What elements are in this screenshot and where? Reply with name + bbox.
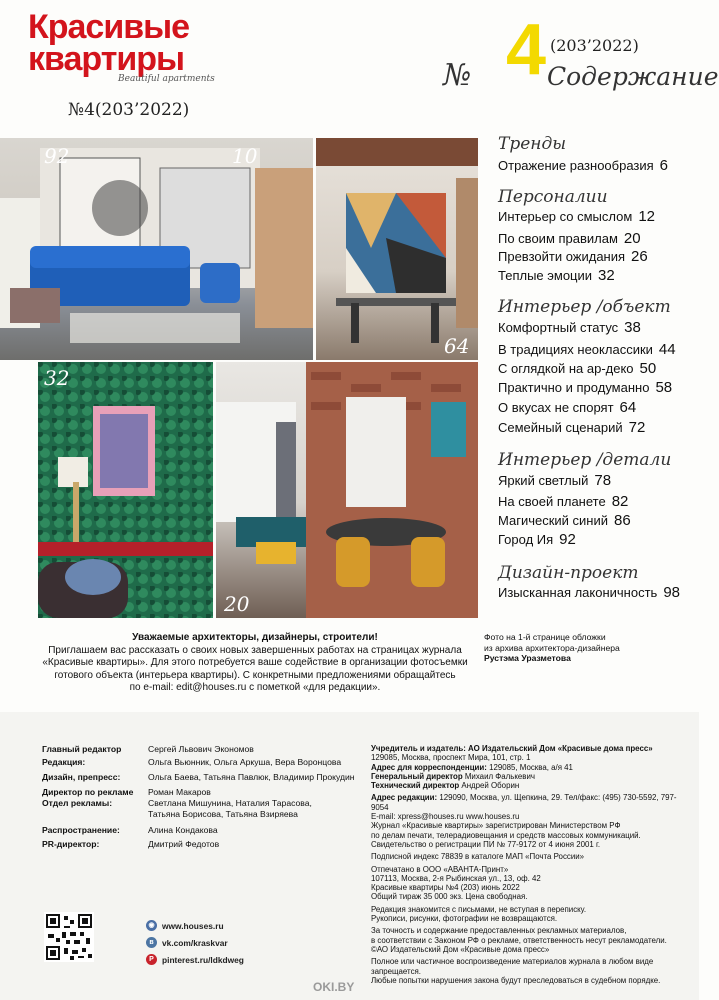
cover-credit-line: из архива архитектора-дизайнера [484, 642, 620, 653]
toc-item-title: Комфортный статус [498, 320, 619, 335]
staff-label: Директор по рекламе [42, 787, 134, 797]
publisher-line: Адрес редакции: 129090, Москва, ул. Щепкина, 29. Тел/факс: (495) 730-5592, 797-9054 [371, 793, 677, 812]
staff-label: Дизайн, препресс: [42, 772, 121, 782]
photo-dining-room [316, 138, 478, 360]
social-link-label: www.houses.ru [162, 920, 224, 931]
toc-item-page: 58 [655, 379, 673, 396]
toc-item-title: Интерьер со смыслом [498, 209, 633, 224]
appeal-text: готового объекта (интерьера квартиры). С конкретными предложениями обращайтесь [54, 669, 456, 681]
toc-item[interactable] [498, 531, 576, 548]
toc-section-title: Персоналии [498, 187, 608, 207]
toc-item-page: 20 [623, 230, 641, 247]
staff-value: Светлана Мишунина, Наталия Тарасова, [148, 798, 312, 808]
toc-item[interactable] [498, 248, 648, 265]
toc-section-title: Интерьер /детали [498, 450, 672, 470]
qr-code-icon[interactable] [44, 912, 94, 962]
dining-room-illustration [316, 138, 478, 360]
staff-value: Ольга Вьюнник, Ольга Аркуша, Вера Воронцова [148, 757, 342, 767]
toc-item[interactable] [498, 341, 676, 358]
toc-item-page: 6 [659, 157, 669, 174]
social-link-website[interactable] [146, 920, 224, 931]
publisher-line: ©АО Издательский Дом «Красивые дома пресс» [371, 944, 550, 954]
publisher-line: Генеральный директор Михаил Фалькевич [371, 771, 536, 781]
issue-number: №4(203’2022) [68, 100, 190, 120]
toc-item[interactable] [498, 230, 641, 247]
toc-section-title: Тренды [498, 134, 567, 154]
publisher-line: Адрес для корреспонденции: 129085, Москва, а/я 41 [371, 762, 573, 772]
photo-living-room [0, 138, 313, 360]
toc-item[interactable] [498, 379, 672, 396]
toc-section-title: Дизайн-проект [498, 563, 639, 583]
toc-item-title: О вкусах не спорят [498, 400, 614, 415]
publisher-line: Полное или частичное воспроизведение материалов журнала в любом виде запрещается. [371, 957, 654, 976]
publisher-info [371, 744, 691, 985]
toc-item-page: 86 [614, 512, 631, 529]
staff-value: Ольга Баева, Татьяна Павлюк, Владимир Прокудин [148, 772, 355, 782]
social-link-vk[interactable] [146, 937, 228, 948]
cover-credit-author: Рустэма Уразметова [484, 653, 571, 663]
toc-item-page: 78 [594, 472, 612, 489]
toc-item-title: По своим правилам [498, 231, 618, 246]
toc-item[interactable] [498, 208, 655, 225]
toc-item-title: С оглядкой на ар-деко [498, 361, 634, 376]
publisher-line: Редакция знакомится с письмами, не вступая в переписку. [371, 904, 587, 914]
toc-item-page: 12 [638, 208, 655, 225]
toc-item[interactable] [498, 584, 680, 601]
toc-item-title: Яркий светлый [498, 473, 589, 488]
toc-item-title: На своей планете [498, 494, 606, 509]
toc-item[interactable] [498, 399, 636, 416]
logo-line-1: Красивые [28, 8, 190, 46]
toc-item[interactable] [498, 512, 631, 529]
green-wall-illustration [38, 362, 213, 618]
publisher-line: За точность и содержание предоставленных рекламных материалов, [371, 926, 627, 936]
toc-section-title: Интерьер /объект [498, 297, 671, 317]
social-link-pinterest[interactable] [146, 954, 244, 965]
toc-item-page: 38 [624, 319, 641, 336]
toc-item-title: Изысканная лаконичность [498, 585, 658, 600]
toc-item[interactable] [498, 419, 645, 436]
publisher-line: 107113, Москва, 2-я Рыбинская ул., 13, оф. 42 [371, 873, 541, 883]
staff-value: Татьяна Борисова, Татьяна Взиряева [148, 809, 298, 819]
publisher-line: в соответствии с Законом РФ о рекламе, ответственность несут рекламодатели. [371, 935, 667, 945]
staff-value: Роман Макаров [148, 787, 211, 797]
staff-label: Главный редактор [42, 744, 122, 754]
appeal-block [30, 632, 480, 695]
toc-item-title: Семейный сценарий [498, 420, 623, 435]
living-room-illustration [0, 138, 313, 360]
appeal-text: Приглашаем вас рассказать о своих новых завершенных работах на страницах журнала [48, 644, 462, 656]
toc-item-title: Город Ия [498, 532, 554, 547]
publisher-line: Общий тираж 35 000 экз. Цена свободная. [371, 892, 528, 902]
logo-subtitle: Beautiful apartments [118, 74, 215, 84]
toc-item-title: Теплые эмоции [498, 268, 593, 283]
staff-value: Сергей Львович Экономов [148, 744, 254, 754]
publisher-line: Красивые квартиры №4 (203) июнь 2022 [371, 883, 520, 893]
toc-item[interactable] [498, 267, 615, 284]
publisher-line: E-mail: xpress@houses.ru www.houses.ru [371, 812, 520, 822]
issue-big-number: 4 [506, 10, 547, 90]
appeal-text: по e-mail: edit@houses.ru с пометкой «для редакции». [129, 682, 381, 694]
toc-item-page: 44 [658, 341, 676, 358]
photo-page-number: 32 [44, 366, 70, 390]
toc-item-title: В традициях неоклассики [498, 342, 653, 357]
appeal-heading: Уважаемые архитекторы, дизайнеры, строители! [132, 632, 378, 643]
appeal-text: «Красивые квартиры». Для этого потребуется ваше содействие в организации фотосъемки [42, 657, 468, 669]
toc-item-page: 64 [619, 399, 637, 416]
staff-label: Отдел рекламы: [42, 798, 113, 808]
social-link-label: pinterest.ru/ldkdweg [162, 954, 244, 965]
contents-title: Содержание [547, 62, 719, 91]
publisher-line: Рукописи, рисунки, фотографии не возвращаются. [371, 914, 558, 924]
photo-page-number: 20 [224, 592, 250, 616]
toc-item-page: 82 [611, 493, 629, 510]
staff-value: Дмитрий Федотов [148, 839, 220, 849]
toc-item[interactable] [498, 493, 628, 510]
publisher-line: Учредитель и издатель: АО Издательский Дом «Красивые дома пресс» [371, 744, 653, 753]
issue-year: (203’2022) [550, 36, 639, 55]
publisher-line: Журнал «Красивые квартиры» зарегистрирован Министерством РФ [371, 821, 621, 831]
pinterest-icon: P [146, 954, 157, 965]
toc-item-title: Отражение разнообразия [498, 158, 654, 173]
publisher-line: по делам печати, телерадиовещания и средств массовых коммуникаций. [371, 830, 641, 840]
open-space-illustration [216, 362, 478, 618]
cover-photo-credit [484, 632, 620, 664]
toc-item-page: 50 [639, 360, 657, 377]
toc-item-title: Магический синий [498, 513, 608, 528]
photo-open-space [216, 362, 478, 618]
toc-item-title: Превзойти ожидания [498, 249, 626, 264]
publisher-line: 129085, Москва, проспект Мира, 101, стр. 1 [371, 753, 531, 763]
staff-label: PR-директор: [42, 839, 100, 849]
toc-item[interactable] [498, 157, 668, 174]
publisher-line: Отпечатано в ООО «АВАНТА-Принт» [371, 864, 509, 874]
toc-item[interactable] [498, 472, 611, 489]
globe-icon: ◉ [146, 920, 157, 931]
publisher-line: Подписной индекс 78839 в каталоге МАП «Почта России» [371, 852, 585, 862]
photo-page-number: 10 [232, 144, 258, 168]
number-sign: № [443, 58, 472, 93]
cover-credit-line: Фото на 1-й странице обложки [484, 632, 606, 642]
photo-green-wall [38, 362, 213, 618]
photo-page-number: 92 [44, 144, 70, 168]
toc-item-page: 98 [663, 584, 681, 601]
toc-item-title: Практично и продуманно [498, 380, 650, 395]
publisher-line: Любые попытки нарушения закона будут преследоваться в судебном порядке. [371, 975, 661, 985]
toc-item-page: 26 [631, 248, 648, 265]
publisher-line: Технический директор Андрей Оборин [371, 781, 520, 791]
toc-item[interactable] [498, 360, 656, 377]
logo-line-2: квартиры [28, 40, 185, 78]
social-link-label: vk.com/kraskvar [162, 937, 228, 948]
watermark: OKI.BY [313, 980, 355, 994]
publisher-line: Свидетельство о регистрации ПИ № 77-9172 от 4 июня 2001 г. [371, 839, 601, 849]
toc-item-page: 32 [598, 267, 615, 284]
staff-label: Редакция: [42, 757, 86, 767]
staff-label: Распространение: [42, 825, 120, 835]
staff-value: Алина Кондакова [148, 825, 218, 835]
toc-item-page: 72 [628, 419, 646, 436]
vk-icon: в [146, 937, 157, 948]
toc-item[interactable] [498, 319, 641, 336]
photo-page-number: 64 [444, 334, 470, 358]
toc-item-page: 92 [559, 531, 576, 548]
